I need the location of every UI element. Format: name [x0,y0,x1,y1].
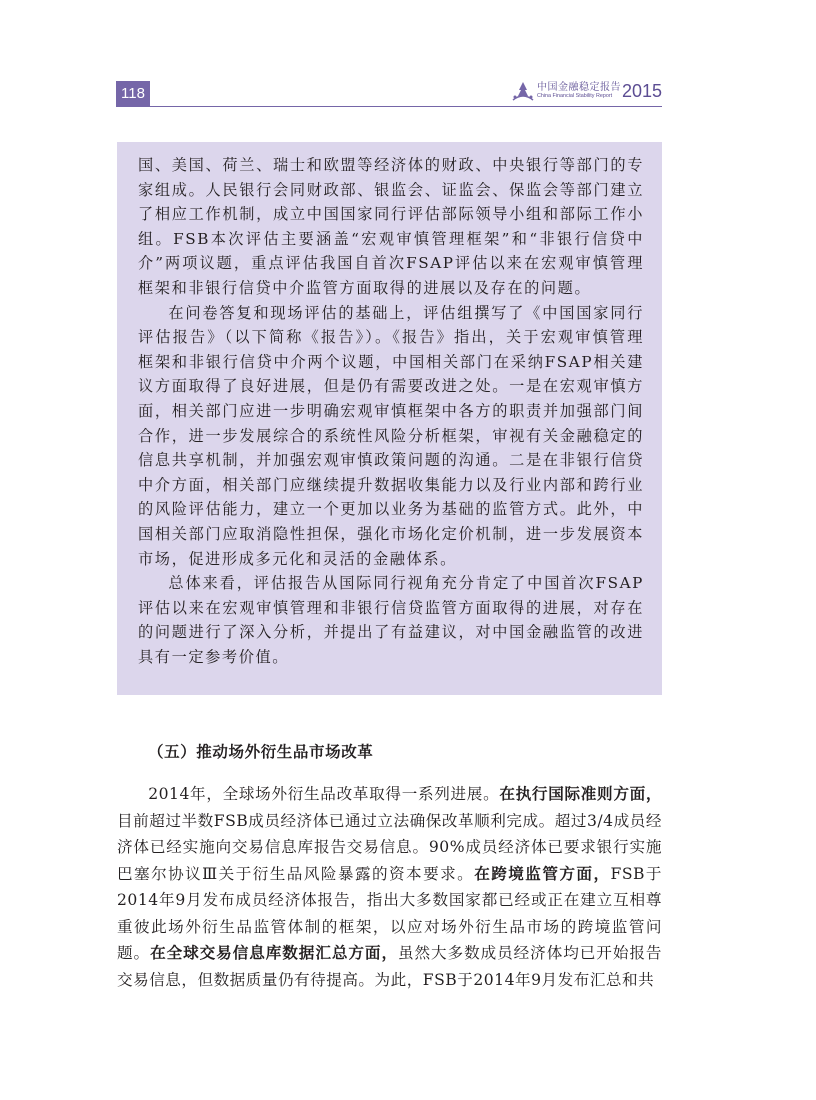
report-title-en: China Financial Stability Report [536,92,613,99]
page-number: 118 [116,81,150,107]
body-text-segment: 2014年，全球场外衍生品改革取得一系列进展。 [148,785,500,803]
header-rule [150,106,662,107]
body-text-segment: 虽然大多数成员经济体均已开始报告交易信息，但数据质量仍有待提高。为此，FSB于2014年9月发布汇总和共 [117,944,662,989]
report-title-cn: 中国金融稳定报告 [536,81,621,93]
body-bold-phrase: 在全球交易信息库数据汇总方面， [150,944,398,962]
report-year: 2015 [621,80,662,101]
box-paragraph: 在问卷答复和现场评估的基础上，评估组撰写了《中国国家同行评估报告》（以下简称《报告》）。《报告》指出，关于宏观审慎管理框架和非银行信贷中介两个议题，中国相关部门在采纳FSAP相关建议方面取得了良好进展，但是仍有需要改进之处。一是在宏观审慎方面，相关部门应进一步明确宏观审慎框架中各方的职责并加强部门间合作，进一步发展综合的系统性风险分析框架，审视有关金融稳定的信息共享机制，并加强宏观审慎政策问题的沟通。二是在非银行信贷中介方面，相关部门应继续提升数据收集能力以及行业内部和跨行业的风险评估能力，建立一个更加以业务为基础的监管方式。此外，中国相关部门应取消隐性担保，强化市场化定价机制，进一步发展资本市场，促进形成多元化和灵活的金融体系。 [138,303,644,568]
box-paragraph: 国、美国、荷兰、瑞士和欧盟等经济体的财政、中央银行等部门的专家组成。人民银行会同财政部、银监会、证监会、保监会等部门建立了相应工作机制，成立中国国家同行评估部际领导小组和部际工作小组。FSB本次评估主要涵盖“宏观审慎管理框架”和“非银行信贷中介”两项议题，重点评估我国自首次FSAP评估以来在宏观审慎管理框架和非银行信贷中介监管方面取得的进展以及存在的问题。 [138,156,644,297]
body-bold-phrase: 在执行国际准则方面， [499,785,662,803]
section-body-paragraph [117,781,662,993]
report-logo-icon [512,81,534,101]
section-heading: （五）推动场外衍生品市场改革 [148,743,374,761]
body-text-segment: FSB于2014年9月发布成员经济体报告，指出大多数国家都已经或正在建立互相尊重彼此场外衍生品监管体制的框架，以应对场外衍生品市场的跨境监管问题。 [117,864,662,962]
box-paragraph: 总体来看，评估报告从国际同行视角充分肯定了中国首次FSAP评估以来在宏观审慎管理和非银行信贷监管方面取得的进展，对存在的问题进行了深入分析，并提出了有益建议，对中国金融监管的改进具有一定参考价值。 [138,574,644,666]
body-bold-phrase: 在跨境监管方面， [474,864,611,883]
highlight-box [117,142,662,695]
report-brand [512,79,662,103]
body-text-segment: 目前超过半数FSB成员经济体已通过立法确保改革顺利完成。超过3/4成员经济体已经实施向交易信息库报告交易信息。90%成员经济体已要求银行实施巴塞尔协议Ⅲ关于衍生品风险暴露的资本要求。 [117,811,662,883]
